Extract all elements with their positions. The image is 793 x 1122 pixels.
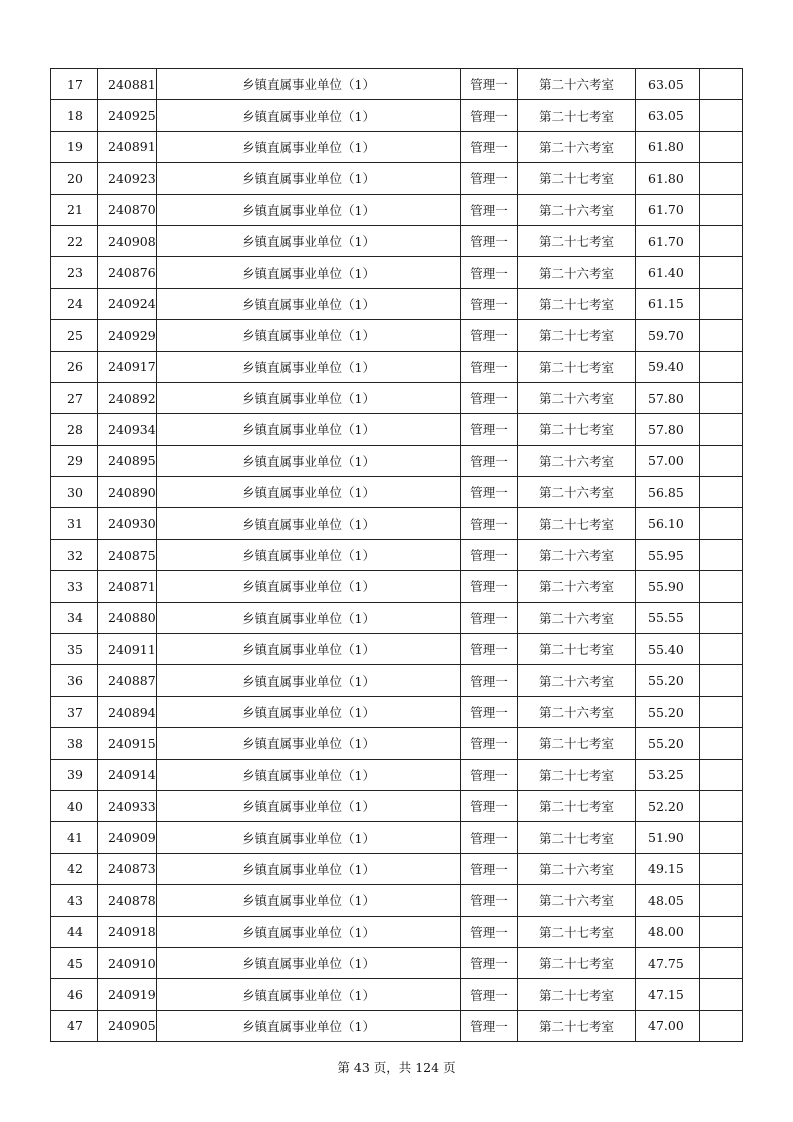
row-number-cell: 19	[51, 131, 98, 162]
remark-cell	[700, 728, 743, 759]
unit-cell: 乡镇直属事业单位（1）	[157, 257, 461, 288]
exam-room-cell: 第二十六考室	[518, 665, 636, 696]
exam-room-cell: 第二十七考室	[518, 225, 636, 256]
score-cell: 57.80	[636, 414, 700, 445]
score-cell: 53.25	[636, 759, 700, 790]
exam-room-cell: 第二十六考室	[518, 477, 636, 508]
exam-id-cell: 240934	[98, 414, 157, 445]
table-row	[51, 288, 743, 319]
table-row	[51, 728, 743, 759]
table-row	[51, 257, 743, 288]
score-cell: 56.85	[636, 477, 700, 508]
score-cell: 47.75	[636, 947, 700, 978]
exam-room-cell: 第二十七考室	[518, 508, 636, 539]
score-cell: 63.05	[636, 69, 700, 100]
unit-cell: 乡镇直属事业单位（1）	[157, 508, 461, 539]
exam-id-cell: 240915	[98, 728, 157, 759]
score-cell: 55.20	[636, 665, 700, 696]
row-number-cell: 25	[51, 320, 98, 351]
table-row	[51, 916, 743, 947]
score-cell: 55.20	[636, 696, 700, 727]
table-row	[51, 382, 743, 413]
remark-cell	[700, 445, 743, 476]
table-row	[51, 759, 743, 790]
row-number-cell: 38	[51, 728, 98, 759]
remark-cell	[700, 822, 743, 853]
position-cell: 管理一	[461, 131, 518, 162]
exam-room-cell: 第二十七考室	[518, 414, 636, 445]
table-row	[51, 100, 743, 131]
unit-cell: 乡镇直属事业单位（1）	[157, 822, 461, 853]
unit-cell: 乡镇直属事业单位（1）	[157, 571, 461, 602]
remark-cell	[700, 69, 743, 100]
remark-cell	[700, 100, 743, 131]
exam-id-cell: 240892	[98, 382, 157, 413]
remark-cell	[700, 414, 743, 445]
exam-id-cell: 240929	[98, 320, 157, 351]
row-number-cell: 27	[51, 382, 98, 413]
remark-cell	[700, 916, 743, 947]
row-number-cell: 21	[51, 194, 98, 225]
exam-room-cell: 第二十六考室	[518, 382, 636, 413]
table-row	[51, 665, 743, 696]
table-row	[51, 853, 743, 884]
row-number-cell: 43	[51, 885, 98, 916]
exam-id-cell: 240881	[98, 69, 157, 100]
unit-cell: 乡镇直属事业单位（1）	[157, 163, 461, 194]
exam-id-cell: 240924	[98, 288, 157, 319]
score-cell: 47.00	[636, 1010, 700, 1041]
remark-cell	[700, 194, 743, 225]
row-number-cell: 46	[51, 979, 98, 1010]
remark-cell	[700, 288, 743, 319]
row-number-cell: 32	[51, 539, 98, 570]
remark-cell	[700, 790, 743, 821]
position-cell: 管理一	[461, 979, 518, 1010]
table-body	[51, 69, 743, 1042]
exam-id-cell: 240930	[98, 508, 157, 539]
score-table-container	[50, 68, 743, 1042]
exam-id-cell: 240871	[98, 571, 157, 602]
remark-cell	[700, 163, 743, 194]
unit-cell: 乡镇直属事业单位（1）	[157, 1010, 461, 1041]
remark-cell	[700, 320, 743, 351]
row-number-cell: 39	[51, 759, 98, 790]
unit-cell: 乡镇直属事业单位（1）	[157, 665, 461, 696]
position-cell: 管理一	[461, 288, 518, 319]
unit-cell: 乡镇直属事业单位（1）	[157, 728, 461, 759]
unit-cell: 乡镇直属事业单位（1）	[157, 539, 461, 570]
position-cell: 管理一	[461, 69, 518, 100]
score-cell: 56.10	[636, 508, 700, 539]
remark-cell	[700, 131, 743, 162]
exam-room-cell: 第二十六考室	[518, 696, 636, 727]
exam-id-cell: 240880	[98, 602, 157, 633]
exam-room-cell: 第二十七考室	[518, 351, 636, 382]
score-cell: 48.05	[636, 885, 700, 916]
position-cell: 管理一	[461, 100, 518, 131]
remark-cell	[700, 571, 743, 602]
unit-cell: 乡镇直属事业单位（1）	[157, 194, 461, 225]
exam-id-cell: 240887	[98, 665, 157, 696]
exam-room-cell: 第二十六考室	[518, 539, 636, 570]
exam-room-cell: 第二十六考室	[518, 571, 636, 602]
row-number-cell: 44	[51, 916, 98, 947]
unit-cell: 乡镇直属事业单位（1）	[157, 602, 461, 633]
exam-id-cell: 240875	[98, 539, 157, 570]
unit-cell: 乡镇直属事业单位（1）	[157, 979, 461, 1010]
exam-id-cell: 240908	[98, 225, 157, 256]
position-cell: 管理一	[461, 728, 518, 759]
exam-id-cell: 240933	[98, 790, 157, 821]
score-cell: 61.70	[636, 225, 700, 256]
exam-room-cell: 第二十七考室	[518, 916, 636, 947]
exam-id-cell: 240876	[98, 257, 157, 288]
row-number-cell: 26	[51, 351, 98, 382]
exam-id-cell: 240917	[98, 351, 157, 382]
table-row	[51, 194, 743, 225]
table-row	[51, 225, 743, 256]
row-number-cell: 36	[51, 665, 98, 696]
position-cell: 管理一	[461, 853, 518, 884]
row-number-cell: 42	[51, 853, 98, 884]
exam-room-cell: 第二十六考室	[518, 194, 636, 225]
table-row	[51, 1010, 743, 1041]
unit-cell: 乡镇直属事业单位（1）	[157, 288, 461, 319]
unit-cell: 乡镇直属事业单位（1）	[157, 414, 461, 445]
row-number-cell: 40	[51, 790, 98, 821]
unit-cell: 乡镇直属事业单位（1）	[157, 790, 461, 821]
table-row	[51, 947, 743, 978]
score-cell: 59.40	[636, 351, 700, 382]
table-row	[51, 539, 743, 570]
position-cell: 管理一	[461, 696, 518, 727]
score-cell: 51.90	[636, 822, 700, 853]
position-cell: 管理一	[461, 665, 518, 696]
exam-id-cell: 240895	[98, 445, 157, 476]
exam-room-cell: 第二十七考室	[518, 947, 636, 978]
exam-id-cell: 240914	[98, 759, 157, 790]
position-cell: 管理一	[461, 163, 518, 194]
position-cell: 管理一	[461, 1010, 518, 1041]
position-cell: 管理一	[461, 320, 518, 351]
score-table	[50, 68, 743, 1042]
position-cell: 管理一	[461, 602, 518, 633]
position-cell: 管理一	[461, 382, 518, 413]
position-cell: 管理一	[461, 445, 518, 476]
exam-id-cell: 240873	[98, 853, 157, 884]
table-row	[51, 602, 743, 633]
position-cell: 管理一	[461, 477, 518, 508]
table-row	[51, 790, 743, 821]
row-number-cell: 24	[51, 288, 98, 319]
position-cell: 管理一	[461, 634, 518, 665]
position-cell: 管理一	[461, 885, 518, 916]
exam-room-cell: 第二十七考室	[518, 634, 636, 665]
position-cell: 管理一	[461, 539, 518, 570]
row-number-cell: 18	[51, 100, 98, 131]
table-row	[51, 163, 743, 194]
exam-id-cell: 240870	[98, 194, 157, 225]
exam-id-cell: 240891	[98, 131, 157, 162]
position-cell: 管理一	[461, 414, 518, 445]
table-row	[51, 477, 743, 508]
exam-room-cell: 第二十七考室	[518, 288, 636, 319]
exam-id-cell: 240909	[98, 822, 157, 853]
score-cell: 55.55	[636, 602, 700, 633]
exam-id-cell: 240918	[98, 916, 157, 947]
score-cell: 57.80	[636, 382, 700, 413]
remark-cell	[700, 539, 743, 570]
unit-cell: 乡镇直属事业单位（1）	[157, 885, 461, 916]
remark-cell	[700, 508, 743, 539]
exam-id-cell: 240894	[98, 696, 157, 727]
exam-room-cell: 第二十六考室	[518, 885, 636, 916]
score-cell: 49.15	[636, 853, 700, 884]
exam-room-cell: 第二十六考室	[518, 131, 636, 162]
remark-cell	[700, 351, 743, 382]
remark-cell	[700, 759, 743, 790]
score-cell: 55.20	[636, 728, 700, 759]
table-row	[51, 131, 743, 162]
row-number-cell: 20	[51, 163, 98, 194]
score-cell: 59.70	[636, 320, 700, 351]
exam-room-cell: 第二十七考室	[518, 100, 636, 131]
row-number-cell: 17	[51, 69, 98, 100]
unit-cell: 乡镇直属事业单位（1）	[157, 916, 461, 947]
position-cell: 管理一	[461, 508, 518, 539]
unit-cell: 乡镇直属事业单位（1）	[157, 634, 461, 665]
score-cell: 61.80	[636, 163, 700, 194]
score-cell: 48.00	[636, 916, 700, 947]
score-cell: 57.00	[636, 445, 700, 476]
row-number-cell: 22	[51, 225, 98, 256]
unit-cell: 乡镇直属事业单位（1）	[157, 320, 461, 351]
unit-cell: 乡镇直属事业单位（1）	[157, 853, 461, 884]
exam-room-cell: 第二十六考室	[518, 602, 636, 633]
remark-cell	[700, 947, 743, 978]
exam-room-cell: 第二十七考室	[518, 979, 636, 1010]
remark-cell	[700, 1010, 743, 1041]
exam-room-cell: 第二十六考室	[518, 69, 636, 100]
unit-cell: 乡镇直属事业单位（1）	[157, 382, 461, 413]
row-number-cell: 23	[51, 257, 98, 288]
position-cell: 管理一	[461, 351, 518, 382]
row-number-cell: 31	[51, 508, 98, 539]
remark-cell	[700, 979, 743, 1010]
exam-id-cell: 240910	[98, 947, 157, 978]
table-row	[51, 445, 743, 476]
table-row	[51, 320, 743, 351]
score-cell: 61.15	[636, 288, 700, 319]
exam-id-cell: 240923	[98, 163, 157, 194]
remark-cell	[700, 665, 743, 696]
row-number-cell: 45	[51, 947, 98, 978]
exam-room-cell: 第二十六考室	[518, 445, 636, 476]
row-number-cell: 35	[51, 634, 98, 665]
table-row	[51, 885, 743, 916]
exam-room-cell: 第二十六考室	[518, 853, 636, 884]
exam-id-cell: 240890	[98, 477, 157, 508]
unit-cell: 乡镇直属事业单位（1）	[157, 696, 461, 727]
position-cell: 管理一	[461, 790, 518, 821]
score-cell: 61.80	[636, 131, 700, 162]
score-cell: 61.70	[636, 194, 700, 225]
unit-cell: 乡镇直属事业单位（1）	[157, 947, 461, 978]
remark-cell	[700, 382, 743, 413]
unit-cell: 乡镇直属事业单位（1）	[157, 100, 461, 131]
table-row	[51, 822, 743, 853]
score-cell: 55.90	[636, 571, 700, 602]
row-number-cell: 41	[51, 822, 98, 853]
position-cell: 管理一	[461, 916, 518, 947]
exam-id-cell: 240911	[98, 634, 157, 665]
score-cell: 52.20	[636, 790, 700, 821]
exam-id-cell: 240919	[98, 979, 157, 1010]
table-row	[51, 414, 743, 445]
position-cell: 管理一	[461, 759, 518, 790]
score-cell: 47.15	[636, 979, 700, 1010]
remark-cell	[700, 257, 743, 288]
remark-cell	[700, 885, 743, 916]
row-number-cell: 33	[51, 571, 98, 602]
exam-room-cell: 第二十七考室	[518, 728, 636, 759]
row-number-cell: 37	[51, 696, 98, 727]
exam-room-cell: 第二十七考室	[518, 822, 636, 853]
position-cell: 管理一	[461, 257, 518, 288]
table-row	[51, 508, 743, 539]
table-row	[51, 696, 743, 727]
table-row	[51, 634, 743, 665]
row-number-cell: 34	[51, 602, 98, 633]
table-row	[51, 351, 743, 382]
exam-room-cell: 第二十七考室	[518, 790, 636, 821]
position-cell: 管理一	[461, 822, 518, 853]
remark-cell	[700, 853, 743, 884]
unit-cell: 乡镇直属事业单位（1）	[157, 131, 461, 162]
position-cell: 管理一	[461, 225, 518, 256]
row-number-cell: 29	[51, 445, 98, 476]
row-number-cell: 47	[51, 1010, 98, 1041]
exam-room-cell: 第二十七考室	[518, 320, 636, 351]
exam-room-cell: 第二十七考室	[518, 163, 636, 194]
position-cell: 管理一	[461, 194, 518, 225]
table-row	[51, 69, 743, 100]
unit-cell: 乡镇直属事业单位（1）	[157, 759, 461, 790]
page-footer: 第 43 页，共 124 页	[337, 1060, 456, 1075]
remark-cell	[700, 696, 743, 727]
exam-room-cell: 第二十七考室	[518, 759, 636, 790]
remark-cell	[700, 634, 743, 665]
unit-cell: 乡镇直属事业单位（1）	[157, 445, 461, 476]
table-row	[51, 979, 743, 1010]
score-cell: 63.05	[636, 100, 700, 131]
row-number-cell: 28	[51, 414, 98, 445]
remark-cell	[700, 477, 743, 508]
exam-id-cell: 240878	[98, 885, 157, 916]
score-cell: 61.40	[636, 257, 700, 288]
row-number-cell: 30	[51, 477, 98, 508]
exam-room-cell: 第二十六考室	[518, 257, 636, 288]
unit-cell: 乡镇直属事业单位（1）	[157, 225, 461, 256]
score-cell: 55.40	[636, 634, 700, 665]
unit-cell: 乡镇直属事业单位（1）	[157, 69, 461, 100]
exam-id-cell: 240925	[98, 100, 157, 131]
unit-cell: 乡镇直属事业单位（1）	[157, 351, 461, 382]
table-row	[51, 571, 743, 602]
unit-cell: 乡镇直属事业单位（1）	[157, 477, 461, 508]
score-cell: 55.95	[636, 539, 700, 570]
exam-room-cell: 第二十七考室	[518, 1010, 636, 1041]
exam-id-cell: 240905	[98, 1010, 157, 1041]
position-cell: 管理一	[461, 947, 518, 978]
remark-cell	[700, 225, 743, 256]
position-cell: 管理一	[461, 571, 518, 602]
remark-cell	[700, 602, 743, 633]
